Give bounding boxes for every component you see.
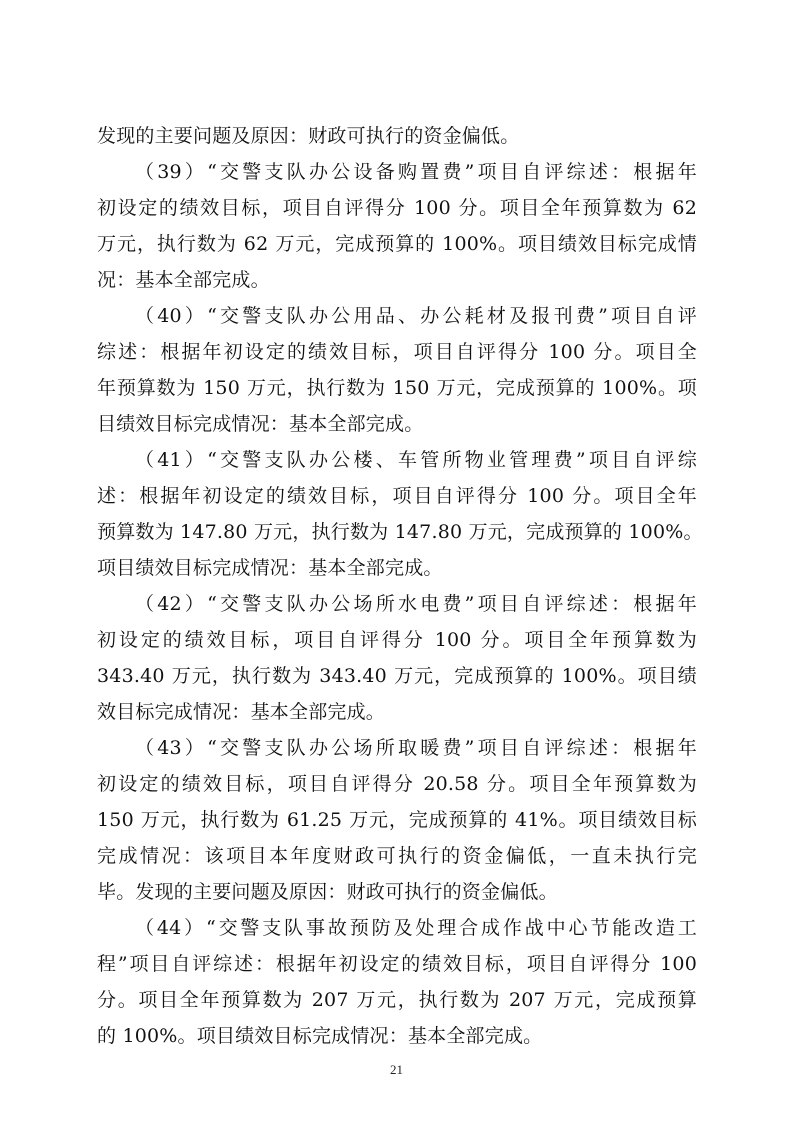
- body-text-line: 343.40 万元，执行数为 343.40 万元，完成预算的 100%。项目绩: [97, 665, 697, 687]
- paragraph-42-heading-line: （42）“交警支队办公场所水电费”项目自评综述：根据年: [135, 593, 697, 615]
- body-text-line: 毕。发现的主要问题及原因：财政可执行的资金偏低。: [97, 881, 558, 903]
- body-text-line: 初设定的绩效目标，项目自评得分 20.58 分。项目全年预算数为: [97, 773, 697, 795]
- body-text-line: 万元，执行数为 62 万元，完成预算的 100%。项目绩效目标完成情: [97, 233, 697, 255]
- paragraph-39-heading-line: （39）“交警支队办公设备购置费”项目自评综述：根据年: [135, 161, 697, 183]
- body-text-line: 综述：根据年初设定的绩效目标，项目自评得分 100 分。项目全: [97, 341, 697, 363]
- body-text-line: 分。项目全年预算数为 207 万元，执行数为 207 万元，完成预算: [97, 989, 697, 1011]
- body-text-line: 150 万元，执行数为 61.25 万元，完成预算的 41%。项目绩效目标: [97, 809, 697, 831]
- body-text-line: 初设定的绩效目标，项目自评得分 100 分。项目全年预算数为: [97, 629, 697, 651]
- body-text-line: 效目标完成情况：基本全部完成。: [97, 701, 386, 723]
- page-number: 21: [390, 1062, 403, 1077]
- paragraph-40-heading-line: （40）“交警支队办公用品、办公耗材及报刊费”项目自评: [135, 305, 697, 327]
- body-text-line: 述：根据年初设定的绩效目标，项目自评得分 100 分。项目全年: [97, 485, 697, 507]
- body-text-line: 目绩效目标完成情况：基本全部完成。: [97, 413, 424, 435]
- body-text-line: 初设定的绩效目标，项目自评得分 100 分。项目全年预算数为 62: [97, 197, 697, 219]
- body-text-line: 项目绩效目标完成情况：基本全部完成。: [97, 557, 443, 579]
- body-text-line: 发现的主要问题及原因：财政可执行的资金偏低。: [97, 125, 520, 147]
- paragraph-44-heading-line: （44）“交警支队事故预防及处理合成作战中心节能改造工: [135, 917, 697, 939]
- body-text-line: 程”项目自评综述：根据年初设定的绩效目标，项目自评得分 100: [97, 953, 697, 975]
- paragraph-41-heading-line: （41）“交警支队办公楼、车管所物业管理费”项目自评综: [135, 449, 697, 471]
- body-text-line: 预算数为 147.80 万元，执行数为 147.80 万元，完成预算的 100%。: [97, 521, 703, 543]
- body-text-line: 完成情况：该项目本年度财政可执行的资金偏低，一直未执行完: [97, 845, 697, 867]
- body-text-line: 况：基本全部完成。: [97, 269, 270, 291]
- body-text-line: 年预算数为 150 万元，执行数为 150 万元，完成预算的 100%。项: [97, 377, 697, 399]
- body-text-line: 的 100%。项目绩效目标完成情况：基本全部完成。: [97, 1025, 543, 1047]
- paragraph-43-heading-line: （43）“交警支队办公场所取暖费”项目自评综述：根据年: [135, 737, 697, 759]
